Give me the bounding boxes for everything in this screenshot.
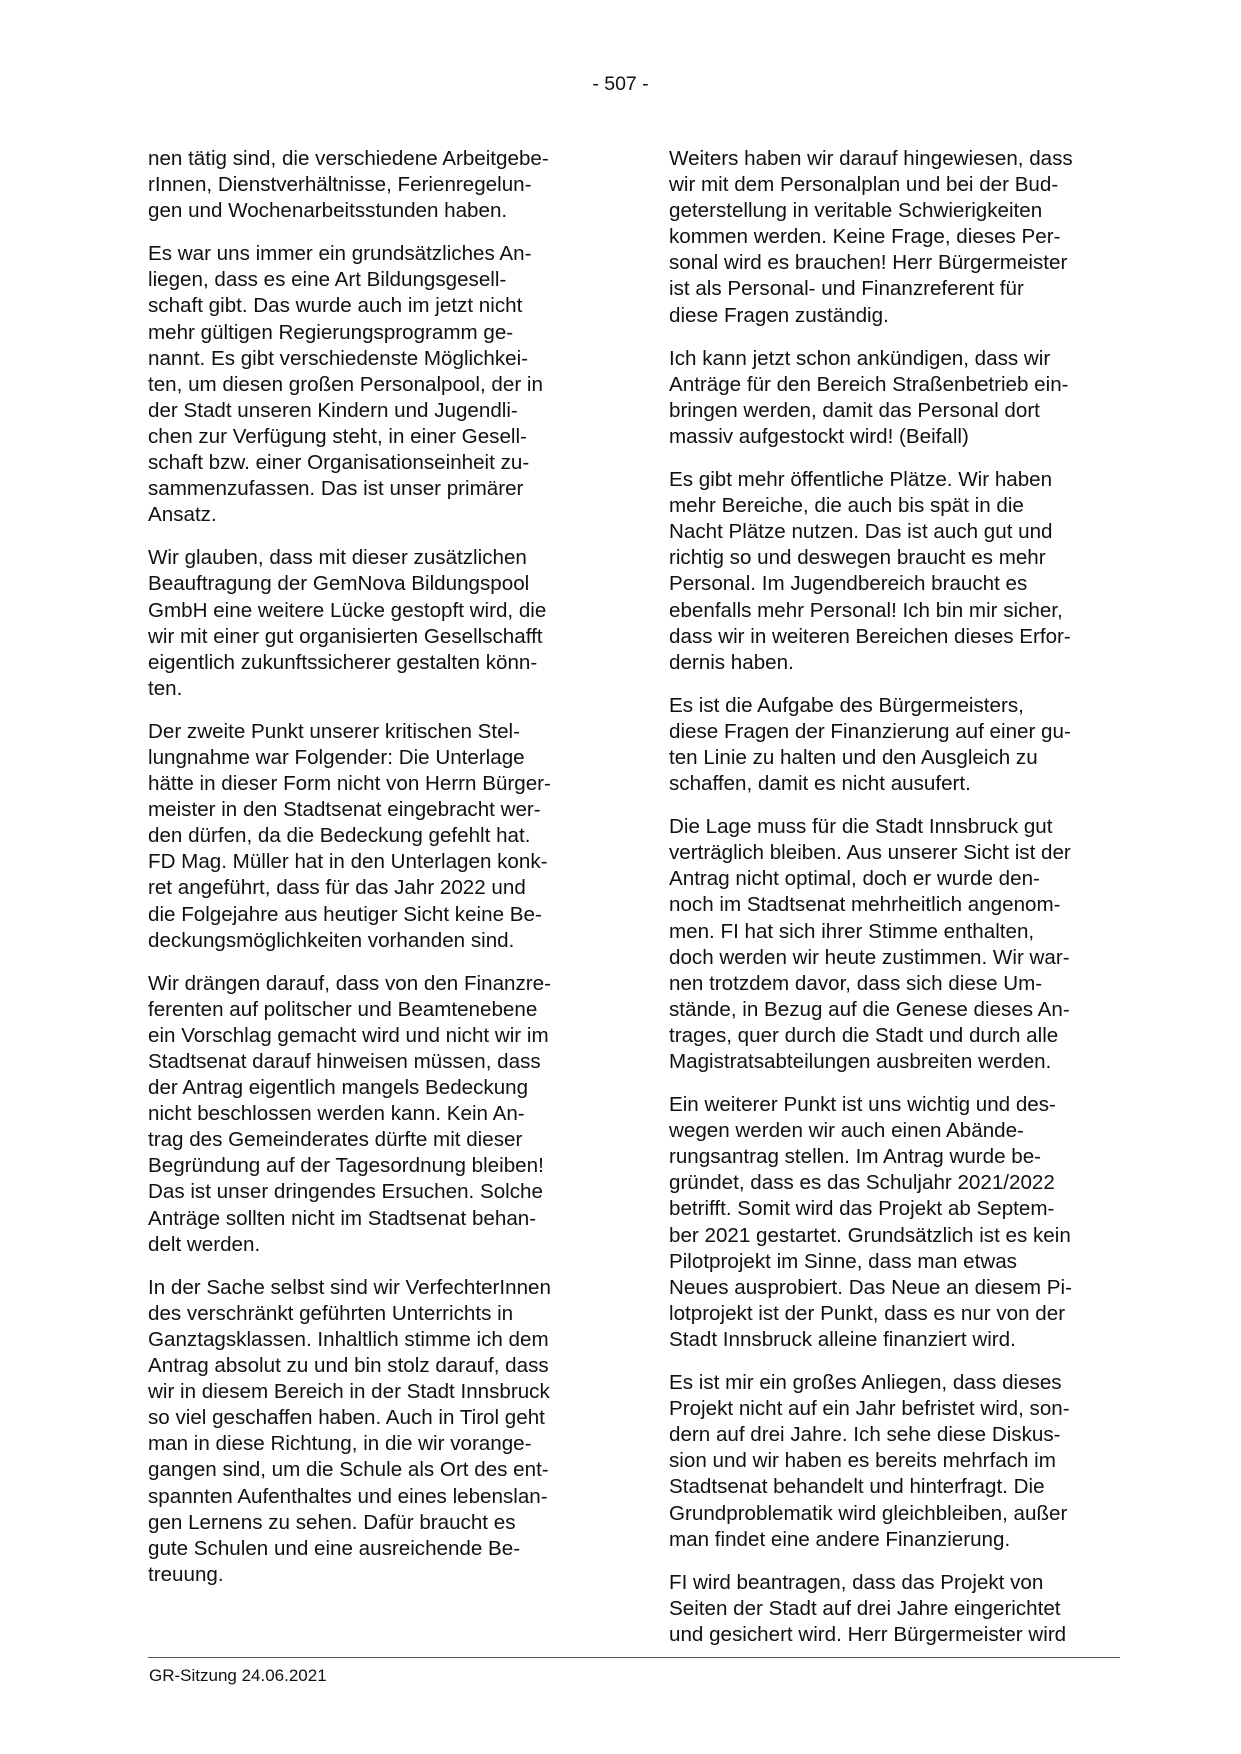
paragraph xyxy=(669,693,1119,797)
text-line: und gesichert wird. Herr Bürgermeister wird xyxy=(669,1622,1067,1646)
text-line: Anträge für den Bereich Straßenbetrieb ein- xyxy=(669,372,1069,396)
text-line: rungsantrag stellen. Im Antrag wurde be- xyxy=(669,1145,1042,1169)
paragraph xyxy=(148,241,598,528)
text-line: Es ist mir ein großes Anliegen, dass dieses xyxy=(669,1371,1062,1395)
text-line: Ein weiterer Punkt ist uns wichtig und des- xyxy=(669,1093,1056,1117)
text-line: Personal. Im Jugendbereich braucht es xyxy=(669,572,1028,596)
text-line: Die Lage muss für die Stadt Innsbruck gut xyxy=(669,815,1053,839)
paragraph xyxy=(148,146,598,224)
text-line: gen und Wochenarbeitsstunden haben. xyxy=(148,199,508,223)
paragraph xyxy=(669,1092,1119,1353)
text-line: ber 2021 gestartet. Grundsätzlich ist es kein xyxy=(669,1223,1071,1247)
text-line: trages, quer durch die Stadt und durch alle xyxy=(669,1023,1059,1047)
text-line: meister in den Stadtsenat eingebracht wer- xyxy=(148,798,541,822)
text-line: trag des Gemeinderates dürfte mit dieser xyxy=(148,1128,523,1152)
text-line: Antrag nicht optimal, doch er wurde den- xyxy=(669,867,1040,891)
text-line: ret angeführt, dass für das Jahr 2022 und xyxy=(148,876,526,900)
text-line: des verschränkt geführten Unterrichts in xyxy=(148,1301,514,1325)
paragraph xyxy=(669,1370,1119,1553)
text-line: nannt. Es gibt verschiedenste Möglichkei- xyxy=(148,346,529,370)
footer-divider xyxy=(148,1657,1120,1658)
text-line: noch im Stadtsenat mehrheitlich angenom- xyxy=(669,893,1061,917)
text-line: Projekt nicht auf ein Jahr befristet wird, son- xyxy=(669,1397,1070,1421)
text-line: wegen werden wir auch einen Abände- xyxy=(669,1119,1024,1143)
text-line: bringen werden, damit das Personal dort xyxy=(669,398,1040,422)
paragraph xyxy=(669,467,1119,676)
text-line: schaffen, damit es nicht ausufert. xyxy=(669,772,971,796)
text-line: delt werden. xyxy=(148,1232,261,1256)
text-line: die Folgejahre aus heutiger Sicht keine Be- xyxy=(148,902,542,926)
text-line: nen tätig sind, die verschiedene Arbeitgebe- xyxy=(148,147,549,170)
text-line: dernis haben. xyxy=(669,650,794,674)
text-line: verträglich bleiben. Aus unserer Sicht ist der xyxy=(669,841,1071,865)
text-line: Grundproblematik wird gleichbleiben, außer xyxy=(669,1501,1068,1525)
paragraph xyxy=(669,146,1119,329)
text-line: wir in diesem Bereich in der Stadt Innsbruck xyxy=(148,1380,550,1404)
text-line: Wir glauben, dass mit dieser zusätzlichen xyxy=(148,546,527,570)
text-line: spannten Aufenthaltes und eines lebenslan- xyxy=(148,1484,548,1508)
text-line: Es war uns immer ein grundsätzliches An- xyxy=(148,242,532,266)
text-line: mehr gültigen Regierungsprogramm ge- xyxy=(148,320,514,344)
text-line: gründet, dass es das Schuljahr 2021/2022 xyxy=(669,1171,1055,1195)
text-line: Stadt Innsbruck alleine finanziert wird. xyxy=(669,1327,1016,1351)
text-line: lungnahme war Folgender: Die Unterlage xyxy=(148,745,525,769)
text-line: gute Schulen und eine ausreichende Be- xyxy=(148,1536,521,1560)
text-line: sonal wird es brauchen! Herr Bürgermeister xyxy=(669,251,1068,275)
text-line: GmbH eine weitere Lücke gestopft wird, die xyxy=(148,598,547,622)
text-line: ten, um diesen großen Personalpool, der in xyxy=(148,372,543,396)
text-line: geterstellung in veritable Schwierigkeiten xyxy=(669,199,1043,223)
footer-session-date: GR-Sitzung 24.06.2021 xyxy=(149,1666,327,1685)
text-line: Anträge sollten nicht im Stadtsenat behan- xyxy=(148,1206,537,1230)
text-line: Das ist unser dringendes Ersuchen. Solche xyxy=(148,1180,543,1204)
text-line: Pilotprojekt im Sinne, dass man etwas xyxy=(669,1249,1017,1273)
paragraph xyxy=(669,814,1119,1075)
text-line: man in diese Richtung, in die wir vorange- xyxy=(148,1432,532,1456)
text-line: gangen sind, um die Schule als Ort des ent- xyxy=(148,1458,549,1482)
text-line: Es gibt mehr öffentliche Plätze. Wir haben xyxy=(669,468,1053,492)
text-line: Ich kann jetzt schon ankündigen, dass wir xyxy=(669,346,1051,370)
text-line: eigentlich zukunftssicherer gestalten könn- xyxy=(148,650,538,674)
text-line: doch werden wir heute zustimmen. Wir war- xyxy=(669,945,1070,969)
text-line: Stadtsenat darauf hinweisen müssen, dass xyxy=(148,1050,541,1073)
text-line: diese Fragen zuständig. xyxy=(669,303,889,327)
text-line: Beauftragung der GemNova Bildungspool xyxy=(148,572,530,596)
text-line: liegen, dass es eine Art Bildungsgesell- xyxy=(148,268,507,292)
text-line: ten Linie zu halten und den Ausgleich zu xyxy=(669,745,1038,769)
text-line: stände, in Bezug auf die Genese dieses An- xyxy=(669,997,1070,1021)
text-line: den dürfen, da die Bedeckung gefehlt hat. xyxy=(148,824,531,848)
text-line: richtig so und deswegen braucht es mehr xyxy=(669,546,1046,570)
text-line: mehr Bereiche, die auch bis spät in die xyxy=(669,494,1024,518)
text-line: deckungsmöglichkeiten vorhanden sind. xyxy=(148,928,515,952)
text-line: men. FI hat sich ihrer Stimme enthalten, xyxy=(669,919,1035,943)
text-line: ein Vorschlag gemacht wird und nicht wir im xyxy=(148,1023,549,1047)
text-line: Antrag absolut zu und bin stolz darauf, dass xyxy=(148,1354,549,1378)
text-line: Es ist die Aufgabe des Bürgermeisters, xyxy=(669,693,1024,717)
text-line: treuung. xyxy=(148,1562,224,1586)
text-line: Magistratsabteilungen ausbreiten werden. xyxy=(669,1050,1052,1073)
text-line: wir mit dem Personalplan und bei der Bud- xyxy=(669,173,1059,197)
text-line: Neues ausprobiert. Das Neue an diesem Pi- xyxy=(669,1275,1072,1299)
text-line: lotprojekt ist der Punkt, dass es nur von der xyxy=(669,1301,1066,1325)
text-line: der Stadt unseren Kindern und Jugendli- xyxy=(148,398,518,422)
text-line: Wir drängen darauf, dass von den Finanzre- xyxy=(148,971,551,995)
paragraph xyxy=(148,545,598,702)
right-column xyxy=(669,146,1119,1665)
text-line: massiv aufgestockt wird! (Beifall) xyxy=(669,424,969,448)
text-line: ten. xyxy=(148,676,183,700)
text-line: gen Lernens zu sehen. Dafür braucht es xyxy=(148,1510,516,1534)
text-line: hätte in dieser Form nicht von Herrn Bürger- xyxy=(148,772,551,796)
text-line: schaft gibt. Das wurde auch im jetzt nicht xyxy=(148,294,523,318)
text-line: Stadtsenat behandelt und hinterfragt. Die xyxy=(669,1475,1045,1499)
paragraph xyxy=(148,971,598,1258)
text-line: Weiters haben wir darauf hingewiesen, dass xyxy=(669,147,1073,170)
text-line: so viel geschaffen haben. Auch in Tirol geht xyxy=(148,1406,545,1430)
text-line: nen trotzdem davor, dass sich diese Um- xyxy=(669,971,1043,995)
text-line: dass wir in weiteren Bereichen dieses Erfor- xyxy=(669,624,1071,648)
page-number: - 507 - xyxy=(592,73,649,95)
paragraph xyxy=(669,1570,1119,1648)
text-line: chen zur Verfügung steht, in einer Gesell- xyxy=(148,424,527,448)
text-line: ebenfalls mehr Personal! Ich bin mir sicher, xyxy=(669,598,1063,622)
paragraph xyxy=(669,346,1119,450)
text-line: schaft bzw. einer Organisationseinheit zu- xyxy=(148,451,530,475)
text-line: Begründung auf der Tagesordnung bleiben! xyxy=(148,1154,544,1178)
text-line: In der Sache selbst sind wir VerfechterInnen xyxy=(148,1275,551,1299)
text-line: Nacht Plätze nutzen. Das ist auch gut und xyxy=(669,520,1053,544)
text-line: wir mit einer gut organisierten Gesellschafft xyxy=(148,624,543,648)
text-line: FD Mag. Müller hat in den Unterlagen konk- xyxy=(148,850,548,874)
text-line: nicht beschlossen werden kann. Kein An- xyxy=(148,1102,525,1126)
text-line: man findet eine andere Finanzierung. xyxy=(669,1527,1011,1551)
text-line: Seiten der Stadt auf drei Jahre eingerichtet xyxy=(669,1596,1061,1620)
text-line: ferenten auf politscher und Beamtenebene xyxy=(148,997,538,1021)
paragraph xyxy=(148,719,598,954)
text-line: dern auf drei Jahre. Ich sehe diese Diskus- xyxy=(669,1423,1061,1447)
text-line: rInnen, Dienstverhältnisse, Ferienregelun- xyxy=(148,173,532,197)
text-line: Der zweite Punkt unserer kritischen Stel- xyxy=(148,719,520,743)
text-line: FI wird beantragen, dass das Projekt von xyxy=(669,1570,1044,1594)
paragraph xyxy=(148,1275,598,1588)
text-line: kommen werden. Keine Frage, dieses Per- xyxy=(669,225,1061,249)
text-line: sion und wir haben es bereits mehrfach im xyxy=(669,1449,1056,1473)
text-line: der Antrag eigentlich mangels Bedeckung xyxy=(148,1076,529,1100)
text-line: diese Fragen der Finanzierung auf einer gu- xyxy=(669,719,1071,743)
text-line: betrifft. Somit wird das Projekt ab Septem- xyxy=(669,1197,1055,1221)
text-line: Ganztagsklassen. Inhaltlich stimme ich dem xyxy=(148,1327,549,1351)
left-column xyxy=(148,146,598,1605)
text-line: sammenzufassen. Das ist unser primärer xyxy=(148,477,524,501)
text-line: Ansatz. xyxy=(148,503,217,527)
text-line: ist als Personal- und Finanzreferent für xyxy=(669,277,1024,301)
